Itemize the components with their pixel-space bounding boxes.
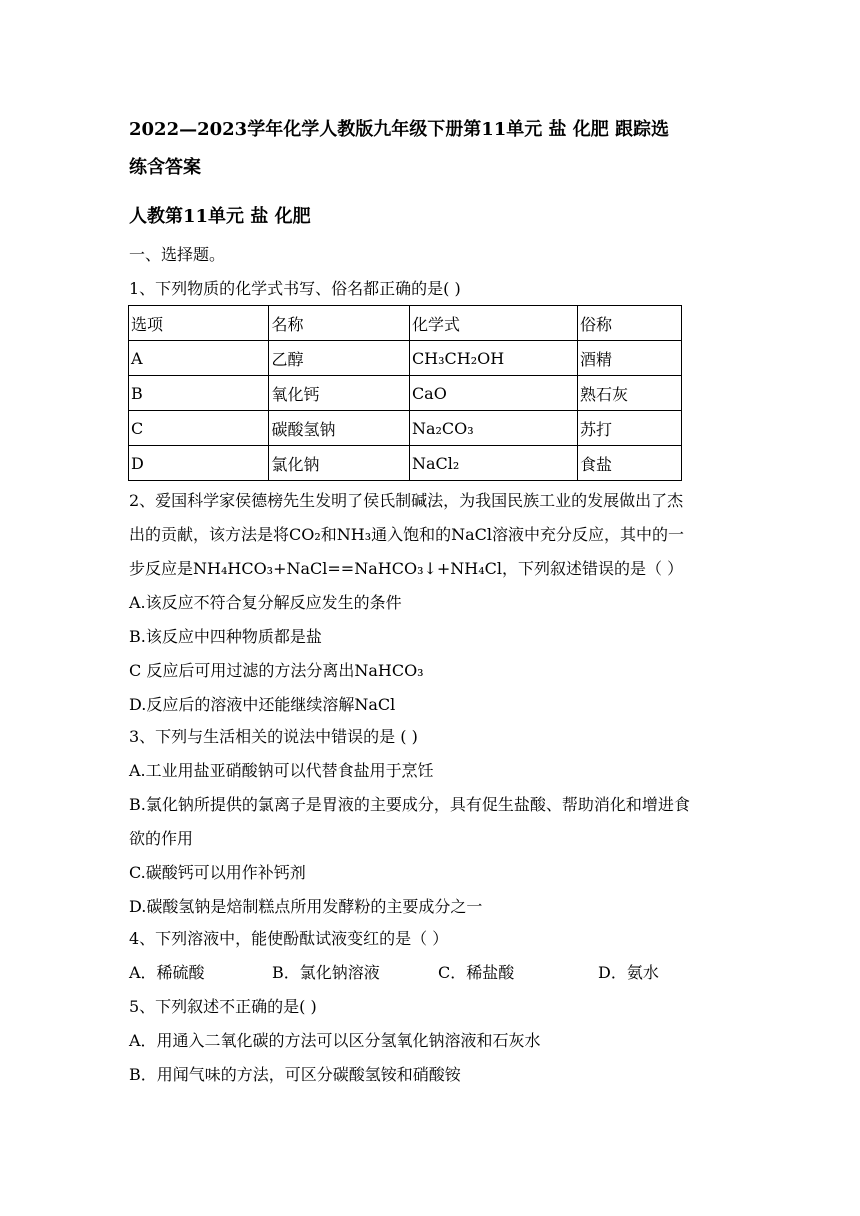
document-title-line1: 2022—2023学年化学人教版九年级下册第11单元 盐 化肥 跟踪选 xyxy=(129,119,670,140)
q3-option-a: A.工业用盐亚硝酸钠可以代替食盐用于烹饪 xyxy=(129,761,434,780)
q4-options xyxy=(129,956,741,990)
table-cell: D xyxy=(129,446,269,481)
table-cell: NaCl₂ xyxy=(409,446,577,481)
table-row xyxy=(129,376,682,411)
table-row xyxy=(129,446,682,481)
table-header-cell: 选项 xyxy=(129,306,269,341)
table-cell: 苏打 xyxy=(578,411,682,446)
q2-option-a: A.该反应不符合复分解反应发生的条件 xyxy=(129,593,402,612)
table-cell: A xyxy=(129,341,269,376)
table-cell: C xyxy=(129,411,269,446)
q3-stem: 3、下列与生活相关的说法中错误的是 ( ) xyxy=(129,727,418,746)
table-header-cell: 俗称 xyxy=(578,306,682,341)
table-header-row xyxy=(129,306,682,341)
q5-option-a: A．用通入二氧化碳的方法可以区分氢氧化钠溶液和石灰水 xyxy=(129,1031,541,1050)
q2-option-b: B.该反应中四种物质都是盐 xyxy=(129,627,322,646)
table-header-cell: 名称 xyxy=(269,306,409,341)
table-cell: 乙醇 xyxy=(269,341,409,376)
table-cell: 熟石灰 xyxy=(578,376,682,411)
q1-stem: 1、下列物质的化学式书写、俗名都正确的是( ) xyxy=(129,279,461,298)
q3-option-b-line1: B.氯化钠所提供的氯离子是胃液的主要成分，具有促生盐酸、帮助消化和增进食 xyxy=(129,795,690,814)
q5-stem: 5、下列叙述不正确的是( ) xyxy=(129,997,317,1016)
q4-option-b: B．氯化钠溶液 xyxy=(272,963,380,982)
q4-option-d: D．氨水 xyxy=(598,963,659,982)
q2-option-d: D.反应后的溶液中还能继续溶解NaCl xyxy=(129,695,396,714)
q4-option-a: A．稀硫酸 xyxy=(129,963,205,982)
q5-option-b: B．用闻气味的方法，可区分碳酸氢铵和硝酸铵 xyxy=(129,1065,461,1084)
q2-stem-line1: 2、爱国科学家侯德榜先生发明了侯氏制碱法，为我国民族工业的发展做出了杰 xyxy=(129,491,684,510)
q2-stem-line2: 出的贡献，该方法是将CO₂和NH₃通入饱和的NaCl溶液中充分反应，其中的一 xyxy=(129,525,685,544)
table-cell: CH₃CH₂OH xyxy=(409,341,577,376)
table-cell: 酒精 xyxy=(578,341,682,376)
table-row xyxy=(129,411,682,446)
q3-option-c: C.碳酸钙可以用作补钙剂 xyxy=(129,863,306,882)
table-cell: 碳酸氢钠 xyxy=(269,411,409,446)
table-cell: 氯化钠 xyxy=(269,446,409,481)
q4-option-c: C．稀盐酸 xyxy=(438,963,515,982)
q1-options-table xyxy=(128,305,682,481)
table-cell: 食盐 xyxy=(578,446,682,481)
q2-stem-line3: 步反应是NH₄HCO₃+NaCl==NaHCO₃↓+NH₄Cl，下列叙述错误的是（ ） xyxy=(129,559,684,578)
table-row xyxy=(129,341,682,376)
section-heading: 一、选择题。 xyxy=(129,245,226,264)
table-cell: CaO xyxy=(409,376,577,411)
table-cell: Na₂CO₃ xyxy=(409,411,577,446)
q2-option-c: C 反应后可用过滤的方法分离出NaHCO₃ xyxy=(129,661,424,680)
table-cell: 氧化钙 xyxy=(269,376,409,411)
q3-option-b-line2: 欲的作用 xyxy=(129,829,194,848)
table-header-cell: 化学式 xyxy=(409,306,577,341)
q3-option-d: D.碳酸氢钠是焙制糕点所用发酵粉的主要成分之一 xyxy=(129,897,483,916)
document-title-line2: 练含答案 xyxy=(129,157,201,178)
unit-title: 人教第11单元 盐 化肥 xyxy=(129,206,311,227)
q4-stem: 4、下列溶液中，能使酚酞试液变红的是（ ） xyxy=(129,929,449,948)
table-cell: B xyxy=(129,376,269,411)
